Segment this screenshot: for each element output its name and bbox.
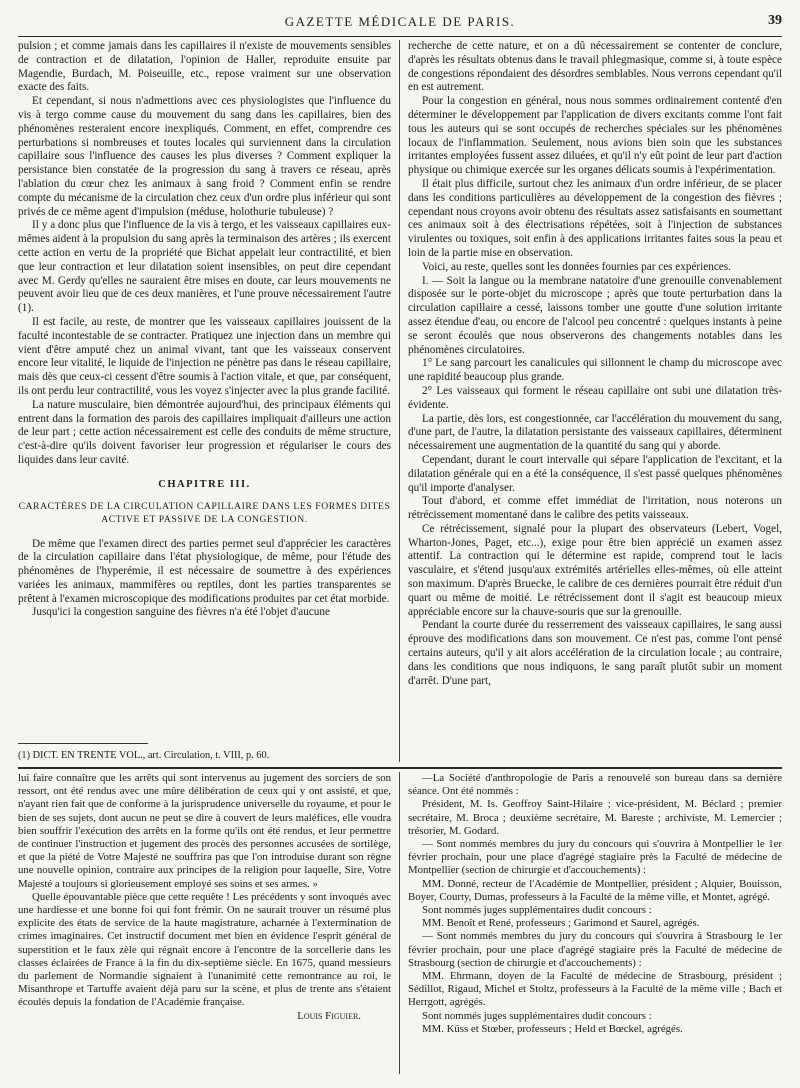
paragraph: recherche de cette nature, et on a dû nécessairement se contenter de conclure, d'après les résultats obtenus dans le travail phlegmasique, comme si, à toute espèce de congestions répondaient des désordres semblables. Nous verrons cependant qu'il en est autrement.: [408, 40, 782, 94]
author-signature: Louis Figuier.: [297, 1009, 361, 1022]
paragraph: MM. Benoît et René, professeurs ; Garimond et Saurel, agrégés.: [422, 917, 700, 930]
paragraph: Voici, au reste, quelles sont les données fournies par ces expériences.: [422, 260, 731, 273]
paragraph: Sont nommés juges supplémentaires dudit concours :: [422, 904, 652, 917]
top-right-column: [408, 40, 782, 762]
bottom-right-column: [408, 772, 782, 1072]
paragraph: Jusqu'ici la congestion sanguine des fièvres n'a été l'objet d'aucune: [32, 606, 330, 619]
column-divider: [399, 40, 400, 762]
bottom-left-column: [18, 772, 391, 1072]
paragraph: Ce rétrécissement, signalé pour la plupart des observateurs (Lebert, Vogel, Wharton-Jones, Paget, etc...), exige pour être bien apprécié un examen assez attentif. La contraction qui le détermine est rapide, comprend tout le lacis vasculaire, et s'étend jusqu'aux extrémités artérielles elles-mêmes, où elle atteint son maximum. D'après Bruecke, le calibre de ces dernières pourrait être réduit d'un quart ou même de moitié. Le rétrécissement dont il s'agit est beaucoup mieux appréciable encore sur la chauve-souris que sur la grenouille.: [408, 522, 782, 618]
running-title: GAZETTE MÉDICALE DE PARIS.: [284, 14, 516, 29]
page-number: 39: [768, 13, 782, 28]
page-header: [18, 10, 782, 37]
paragraph: La nature musculaire, bien démontrée aujourd'hui, des principaux éléments qui entrent dans la formation des parois des capillaires impliquait d'ailleurs une action de leur part ; cette action nécessairement est celle des conduits de même structure, c'est-à-dire qu'ils doivent favoriser leur progression et régulariser le cours des liquides dans leur cavité.: [18, 398, 391, 466]
paragraph: De même que l'examen direct des parties permet seul d'apprécier les caractères de la circulation capillaire dans l'état physiologique, de même, pour l'étude des phénomènes de l'hyperémie, il est nécessaire de soumettre à des expériences variées les animaux, mammifères ou reptiles, dont les parties transparentes se prêtent à l'examen microscopique des modifications produites par cet état morbide.: [18, 537, 391, 605]
paragraph: 2° Les vaisseaux qui forment le réseau capillaire ont subi une dilatation très-évidente.: [408, 384, 782, 411]
footnote: (1) DICT. EN TRENTE VOL., art. Circulation, t. VIII, p. 60.: [18, 750, 270, 761]
feuilleton-divider: [18, 767, 782, 769]
newspaper-page: [18, 10, 782, 1080]
paragraph: — Sont nommés membres du jury du concours qui s'ouvrira à Montpellier le 1er février prochain, pour une place d'agrégé stagiaire près la Faculté de médecine de Montpellier (section de chirurgie et d'accouchements) :: [408, 838, 782, 877]
paragraph: Pendant la courte durée du resserrement des vaisseaux capillaires, le sang aussi éprouve des modifications dans son mouvement. Ce n'est pas, comme l'ont pensé certains auteurs, qu'il y ait alors accélération de la circulation locale ; au contraire, dans les conditions que nous indiquons, le sang paraît plutôt subir un moment d'arrêt. D'une part,: [408, 619, 782, 687]
paragraph: I. — Soit la langue ou la membrane natatoire d'une grenouille convenablement disposée sur le porte-objet du microscope ; après que toute perturbation dans la circulation capillaire a cessé, laissons tomber une goutte d'une solution irritante assez étendue d'eau, ou encore de l'alcool peu concentré : quelques instants à peine se seront écoulés que nous observerons des changements notables dans les phénomènes circulatoires.: [408, 274, 782, 356]
column-divider: [399, 772, 400, 1074]
paragraph: —La Société d'anthropologie de Paris a renouvelé son bureau dans sa dernière séance. Ont été nommés :: [408, 772, 782, 798]
paragraph: Il est facile, au reste, de montrer que les vaisseaux capillaires jouissent de la faculté incontestable de se contracter. Pratiquez une injection dans un membre qui vient d'être amputé chez un animal vivant, tant que les vaisseaux conservent encore leur vitalité, le liquide de l'injection ne pénètre pas dans le réseau capillaire, mais dès que ceux-ci cessent d'être soumis à l'action vitale, et que, par conséquent, ils ont perdu leur contractilité, vous les voyez s'injecter avec la plus grande facilité.: [18, 315, 391, 397]
chapter-heading: CHAPITRE III.: [158, 478, 251, 490]
paragraph: Tout d'abord, et comme effet immédiat de l'irritation, nous noterons un rétrécissement momentané dans le calibre des petits vaisseaux.: [408, 495, 782, 522]
paragraph: lui faire connaître que les arrêts qui sont intervenus au jugement des sorciers de son ressort, ont été rendus avec une mûre délibération de ceux qui y ont assisté, et que, n'ayant rien fait que de conforme à la jurisprudence universelle du royaume, et pour le bien de ses sujets, dont aucun ne peut se dire à couvert de leurs maléfices, elle voudra bien souffrir l'exécution des arrêts en la forme qu'ils ont été rendus, et leur permettre de continuer l'instruction et jugement des procès des personnes accusées de sortilège, et que la piété de Votre Majesté ne souffrira pas que l'on introduise durant son règne une nouvelle opinion, contraire aux principes de la religion pour laquelle, Sire, Votre Majesté a toujours si glorieusement employé ses soins et ses armes. »: [18, 772, 391, 890]
paragraph: La partie, dès lors, est congestionnée, car l'accélération du mouvement du sang, d'une part, de l'autre, la dilatation persistante des vaisseaux capillaires, déterminent nécessairement une augmentation de la quantité du sang qui y aborde.: [408, 412, 782, 453]
paragraph: MM. Küss et Stœber, professeurs ; Held et Bœckel, agrégés.: [422, 1022, 683, 1035]
paragraph: MM. Ehrmann, doyen de la Faculté de médecine de Strasbourg, président ; Sédillot, Rigaud, Michel et Stoltz, professeurs à la Faculté de la même ville ; Bach et Herrgott, agrégés.: [408, 970, 782, 1009]
paragraph: Cependant, durant le court intervalle qui sépare l'application de l'excitant, et la dilatation générale qui en a été la conséquence, il s'est passé quelques phénomènes qu'il importe d'analyser.: [408, 453, 782, 494]
paragraph: Il était plus difficile, surtout chez les animaux d'un ordre inférieur, de se placer dans les conditions particulières au développement de la congestion des fièvres ; cependant nous croyons avoir obtenu des résultats assez satisfaisants en soumettant ces animaux soit à des électrisations répétées, soit à l'injection de substances virulentes ou toxiques, soit enfin à des applications irritantes faites sous la peau et loin de la partie mise en observation.: [408, 177, 782, 259]
top-left-column: [18, 40, 391, 740]
footnote-rule: [18, 743, 148, 744]
paragraph: Pour la congestion en général, nous nous sommes ordinairement contenté d'en déterminer le développement par l'application de divers excitants comme l'ont fait tous les auteurs qui se sont occupés de recherches spéciales sur les phénomènes locaux de l'inflammation. Seulement, nous avions bien soin que les substances irritantes employées fussent assez diluées, et qu'il n'y eût point de leur part d'action physique ou chimique exercée sur les organes délicats soumis à l'expérimentation.: [408, 95, 782, 177]
paragraph: — Sont nommés membres du jury du concours qui s'ouvrira à Strasbourg le 1er février prochain, pour une place d'agrégé stagiaire près la Faculté de médecine de Strasbourg (section de chirurgie et d'accouchements) :: [408, 930, 782, 969]
paragraph: 1° Le sang parcourt les canalicules qui sillonnent le champ du microscope avec une rapidité beaucoup plus grande.: [408, 357, 782, 384]
paragraph: Président, M. Is. Geoffroy Saint-Hilaire ; vice-président, M. Béclard ; premier secrétaire, M. Broca ; deuxième secrétaire, M. Bareste ; archiviste, M. Lemercier ; trésorier, M. Godard.: [408, 798, 782, 837]
chapter-subtitle: CARACTÈRES DE LA CIRCULATION CAPILLAIRE DANS LES FORMES DITES ACTIVE ET PASSIVE DE LA CONGESTION.: [18, 500, 391, 525]
paragraph: Il y a donc plus que l'influence de la vis à tergo, et les vaisseaux capillaires eux-mêmes aident à la propulsion du sang après la terminaison des artères ; ils exercent cette action en vertu de la propriété que Bichat appelait leur contractilité, et bien que leur contraction et leur dilatation soient insensibles, on peut dire cependant avec M. Gerdy qu'elles ne sauraient être mises en doute, car leurs mouvements ne peuvent avoir lieu que de ces deux manières, et l'une prouve nécessairement l'autre (1).: [18, 219, 391, 315]
paragraph: Quelle épouvantable pièce que cette requête ! Les précédents y sont invoqués avec une hardiesse et une bonne foi qui font frémir. On ne saurait trouver un résumé plus explicite des états de service de la haute magistrature, acharnée à l'extermination de crimes imaginaires. Cet instructif document met bien en évidence l'esprit général de superstition et le faux zèle qui régnait encore à l'encontre de la sorcellerie dans les classes éclairées de France à la fin du dix-septième siècle. En 1675, quand messieurs du parlement de Normandie signaient à l'unanimité cette remontrance au roi, le Misanthrope et Tartuffe avaient déjà paru sur la scène, et plus de trente ans s'étaient écoulés depuis la fondation de l'Académie française.: [18, 890, 391, 1009]
paragraph: pulsion ; et comme jamais dans les capillaires il n'existe de mouvements sensibles de contraction et de dilatation, l'opinion de Haller, reproduite ensuite par Magendie, Burdach, M. Poiseuille, etc., repose vraiment sur une observation exacte des faits.: [18, 40, 391, 94]
paragraph: Sont nommés juges supplémentaires dudit concours :: [422, 1009, 652, 1022]
paragraph: Et cependant, si nous n'admettions avec ces physiologistes que l'influence du vis à tergo comme cause du mouvement du sang dans les capillaires, bien des phénomènes resteraient encore inexpliqués. Comment, en effet, comprendre ces perturbations si nombreuses et toutes locales qui surviennent dans la circulation capillaire sous l'influence des causes les plus diverses ? Comment expliquer la persistance bien constatée de la progression du sang à travers ce réseau, après l'ablation du cœur chez les animaux à sang froid ? Comment enfin se rendre compte du mécanisme de la circulation chez ceux d'un ordre plus inférieur qui sont privés de ce même agent d'impulsion (méduse, holothurie tubuleuse) ?: [18, 95, 391, 218]
paragraph: MM. Donné, recteur de l'Académie de Montpellier, président ; Alquier, Bouisson, Boyer, Courty, Dumas, professeurs à la Faculté de la même ville, et Montet, agrégé.: [408, 877, 782, 903]
